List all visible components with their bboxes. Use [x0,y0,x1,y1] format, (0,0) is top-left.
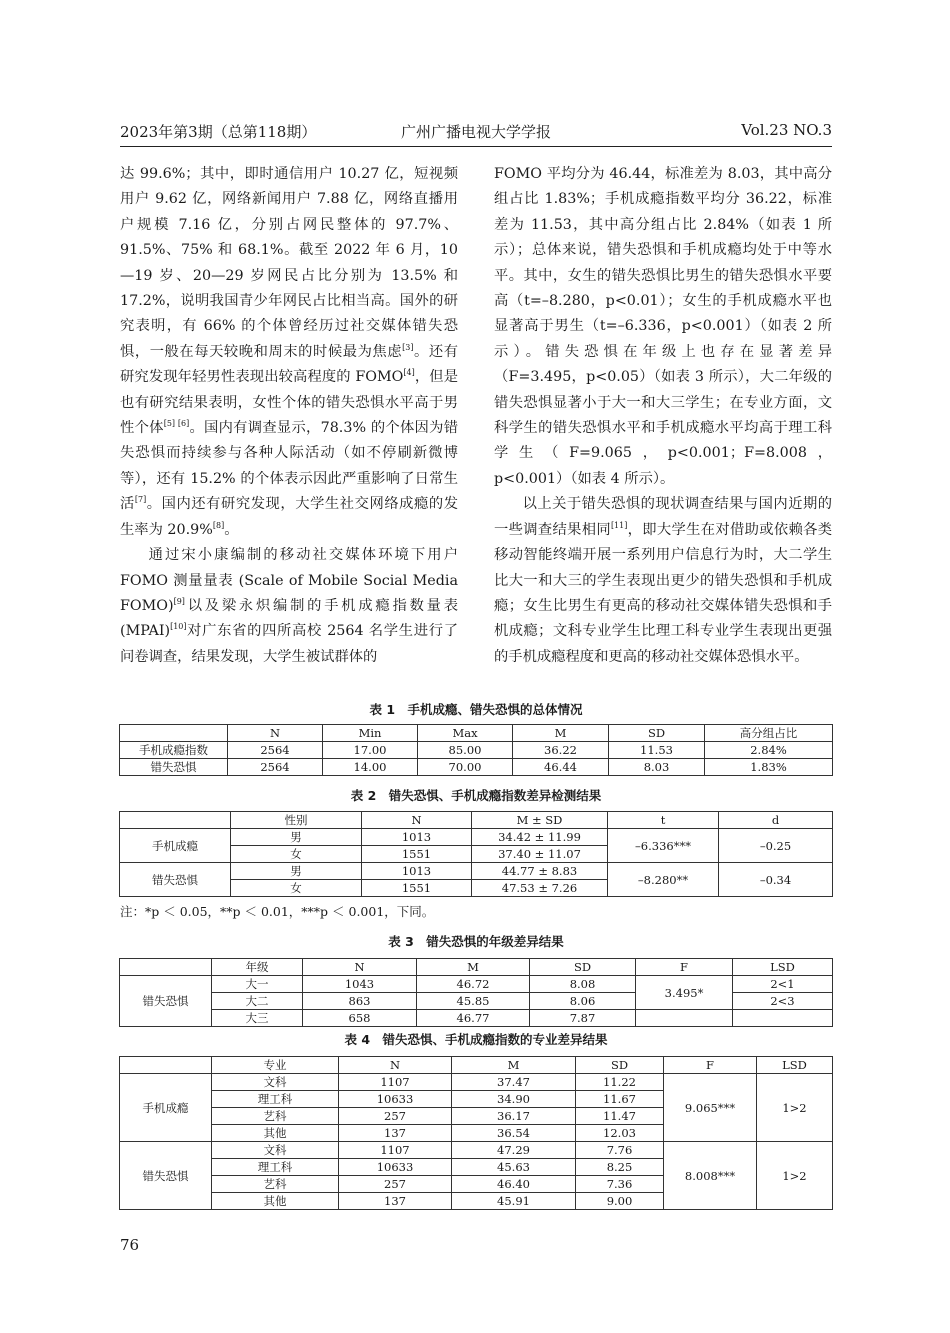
table-row: 女 1551 47.53 ± 7.26 [120,880,833,897]
table-row: 理工科 10633 45.63 8.25 [120,1159,833,1176]
table-header-row: N Min Max M SD 高分组占比 [120,725,833,742]
table-row: 错失恐惧 文科 1107 47.29 7.76 8.008*** 1>2 [120,1142,833,1159]
table-row: 大二 863 45.85 8.06 2<3 [120,993,833,1010]
table3 [119,958,833,1027]
table-row: 错失恐惧 大一 1043 46.72 8.08 3.495* 2<1 [120,976,833,993]
running-header [120,121,832,145]
table-note: 注：*p ＜ 0.05，**p ＜ 0.01，***p ＜ 0.001，下同。 [120,904,435,919]
table-row: 其他 137 45.91 9.00 [120,1193,833,1210]
citation: [10] [170,622,187,632]
table-row: 手机成瘾 男 1013 34.42 ± 11.99 –6.336*** –0.25 [120,829,833,846]
table-row: 女 1551 37.40 ± 11.07 [120,846,833,863]
table-row: 艺科 257 46.40 7.36 [120,1176,833,1193]
table-row: 理工科 10633 34.90 11.67 [120,1091,833,1108]
volume-label: Vol.23 NO.3 [741,121,832,139]
table1 [119,724,833,776]
table-row: 艺科 257 36.17 11.47 [120,1108,833,1125]
table-row: 大三 658 46.77 7.87 [120,1010,833,1027]
table2 [119,811,833,897]
page-number: 76 [120,1236,140,1254]
table1-caption: 表 1 手机成瘾、错失恐惧的总体情况 [369,702,583,717]
table4-caption: 表 4 错失恐惧、手机成瘾指数的专业差异结果 [344,1032,608,1047]
table-row: 手机成瘾指数 2564 17.00 85.00 36.22 11.53 2.84% [120,742,833,759]
citation: [8] [212,520,225,530]
left-column [120,162,458,670]
table-row: 错失恐惧 2564 14.00 70.00 46.44 8.03 1.83% [120,759,833,776]
table4 [119,1056,833,1210]
citation: [7] [134,495,147,505]
header-rule [120,146,832,147]
table-header-row: 专业 N M SD F LSD [120,1057,833,1074]
table-row: 错失恐惧 男 1013 44.77 ± 8.83 –8.280** –0.34 [120,863,833,880]
issue-label: 2023年第3期（总第118期） [120,123,317,141]
citation: [9] [173,597,185,607]
table-header-row: 性别 N M ± SD t d [120,812,833,829]
table3-caption: 表 3 错失恐惧的年级差异结果 [388,934,564,949]
right-column [494,162,832,670]
table-row: 手机成瘾 文科 1107 37.47 11.22 9.065*** 1>2 [120,1074,833,1091]
citation: [4] [403,368,415,378]
citation: [3] [402,343,414,353]
citation: [5] [6] [163,419,190,429]
right-paragraph-2: 以上关于错失恐惧的现状调查结果与国内近期的一些调查结果相同[11]，即大学生在对借助或依赖各类移动智能终端开展一系列用户信息行为时，大二学生比大一和大三的学生表现出更少的错失恐惧和手机成瘾；女生比男生有更高的移动社交媒体错失恐惧和手机成瘾；文科专业学生比理工科专业学生表现出更强的手机成瘾程度和更高的移动社交媒体恐惧水平。 [494,496,832,665]
journal-title: 广州广播电视大学学报 [400,123,551,141]
citation: [11] [610,520,628,530]
table-header-row: 年级 N M SD F LSD [120,959,833,976]
table-row: 其他 137 36.54 12.03 [120,1125,833,1142]
table2-caption: 表 2 错失恐惧、手机成瘾指数差异检测结果 [350,788,602,803]
right-paragraph-1: FOMO 平均分为 46.44，标准差为 8.03，其中高分组占比 1.83%；手机成瘾指数平均分 36.22，标准差为 11.53，其中高分组占比 2.84%（如表 1 所示）；总体来说，错失恐惧和手机成瘾均处于中等水平。其中，女生的错失恐惧比男生的错失恐惧水平要高（t=–8.280，p<0.01）；女生的手机成瘾水平也显著高于男生（t=–6.336，p<0.001）（如表 2 所示）。错失恐惧在年级上也存在显著差异（F=3.495，p<0.05）（如表 3 所示），大二年级的错失恐惧显著小于大一和大三学生；在专业方面，文科学生的错失恐惧水平和手机成瘾水平均高于理工科学生（F=9.065，p<0.001；F=8.008，p<0.001）（如表 4 所示）。 [494,166,832,487]
left-paragraph-2: 通过宋小康编制的移动社交媒体环境下用户 FOMO 测量量表 (Scale of Mobile Social Media FOMO)[9]以及梁永炽编制的手机成瘾指数量表 (MPAI)[10]对广东省的四所高校 2564 名学生进行了问卷调查，结果发现，大学生被试群体的 [120,547,458,665]
left-paragraph-1: 达 99.6%；其中，即时通信用户 10.27 亿，短视频用户 9.62 亿，网络新闻用户 7.88 亿，网络直播用户规模 7.16 亿，分别占网民整体的 97.7%、91.5%、75% 和 68.1%。截至 2022 年 6 月，10—19 岁、20—29 岁网民占比分别为 13.5% 和 17.2%，说明我国青少年网民占比相当高。国外的研究表明，有 66% 的个体曾经历过社交媒体错失恐惧，一般在每天较晚和周末的时候最为焦虑[3]。还有研究发现年轻男性表现出较高程度的 FOMO[4]，但是也有研究结果表明，女性个体的错失恐惧水平高于男性个体[5] [6]。国内有调查显示，78.3% 的个体因为错失恐惧而持续参与各种人际活动（如不停刷新微博等），还有 15.2% 的个体表示因此严重影响了日常生活[7]。国内还有研究发现，大学生社交网络成瘾的发生率为 20.9%[8]。 [120,166,459,538]
